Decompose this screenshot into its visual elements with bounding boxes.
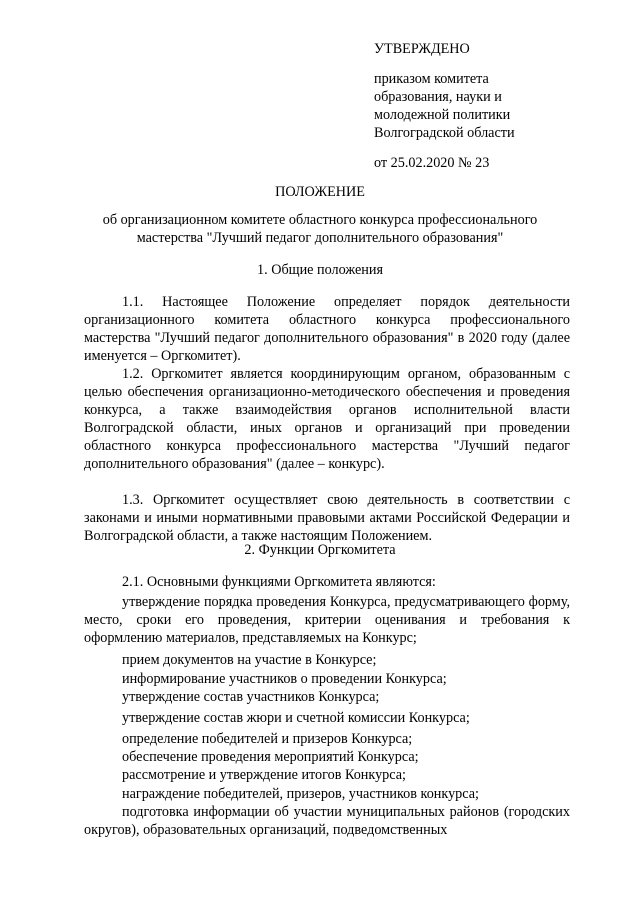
document-subtitle: об организационном комитете областного конкурса профессионального мастерства "Лучший педагог дополнительного образования" xyxy=(102,212,538,246)
paragraph-1-1: 1.1. Настоящее Положение определяет порядок деятельности организационного комитета областного конкурса профессионального мастерства "Лучший педагог дополнительного образования" в 2020 году (далее именуется – Оргкомитет). xyxy=(84,294,570,364)
function-item: утверждение состав участников Конкурса; xyxy=(122,689,380,705)
approval-issuer-line: приказом комитета xyxy=(374,71,489,87)
document-title: ПОЛОЖЕНИЕ xyxy=(275,184,365,200)
paragraph-2-1: 2.1. Основными функциями Оргкомитета являются: xyxy=(122,574,436,590)
approval-issuer xyxy=(374,70,594,142)
function-item: информирование участников о проведении Конкурса; xyxy=(122,671,447,687)
function-item: награждение победителей, призеров, участников конкурса; xyxy=(122,786,479,802)
function-item: утверждение порядка проведения Конкурса, предусматривающего форму, место, сроки его проведения, критерии оценивания и требования к оформлению материалов, представляемых на Конкурс; xyxy=(84,594,570,646)
function-item: рассмотрение и утверждение итогов Конкурса; xyxy=(122,767,406,783)
function-item: обеспечение проведения мероприятий Конкурса; xyxy=(122,749,419,765)
approval-block xyxy=(374,40,594,172)
paragraph-1-3: 1.3. Оргкомитет осуществляет свою деятельность в соответствии с законами и иными нормативными правовыми актами Российской Федерации и Волгоградской области, а также настоящим Положением. xyxy=(84,492,570,544)
approval-issuer-line: образования, науки и xyxy=(374,89,502,105)
function-item: утверждение состав жюри и счетной комиссии Конкурса; xyxy=(122,710,470,726)
approval-title: УТВЕРЖДЕНО xyxy=(374,41,470,57)
approval-date: от 25.02.2020 № 23 xyxy=(374,155,490,171)
approval-issuer-line: молодежной политики xyxy=(374,107,511,123)
section-2-heading: 2. Функции Оргкомитета xyxy=(244,542,396,558)
section-1-heading: 1. Общие положения xyxy=(257,262,383,278)
function-item: прием документов на участие в Конкурсе; xyxy=(122,652,377,668)
function-item: определение победителей и призеров Конкурса; xyxy=(122,731,413,747)
approval-issuer-line: Волгоградской области xyxy=(374,125,515,141)
function-item: подготовка информации об участии муниципальных районов (городских округов), образовательных организаций, подведомственных xyxy=(84,804,570,838)
paragraph-1-2: 1.2. Оргкомитет является координирующим органом, образованным с целью обеспечения организационно-методического обеспечения и проведения конкурса, а также взаимодействия органов исполнительной власти Волгоградской области, иных органов и организаций при проведении областного конкурса профессионального мастерства "Лучший педагог дополнительного образования" (далее – конкурс). xyxy=(84,366,570,472)
